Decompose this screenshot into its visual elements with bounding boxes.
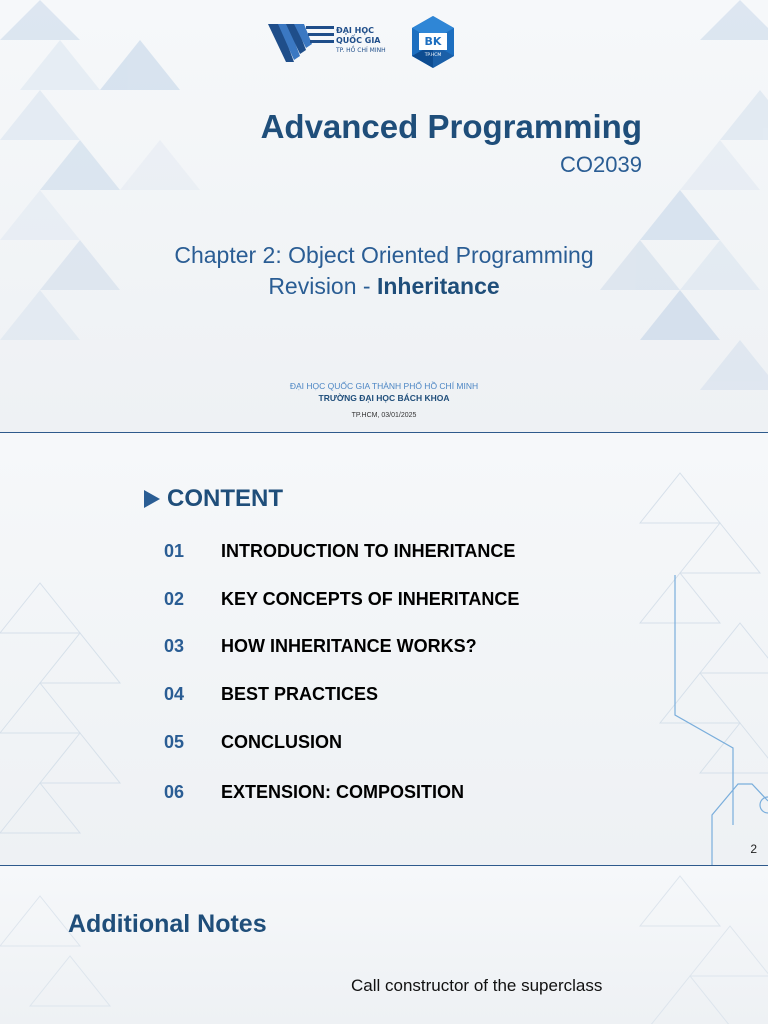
toc-item-02 (164, 589, 519, 610)
toc-item-01 (164, 541, 515, 562)
toc-label: HOW INHERITANCE WORKS? (221, 636, 477, 656)
toc-item-06 (164, 782, 464, 803)
content-heading (144, 485, 283, 513)
page-number: 2 (750, 842, 757, 856)
toc-number: 03 (164, 636, 185, 656)
vnu-line2: QUỐC GIA (336, 36, 381, 45)
note-text: Call constructor of the superclass (351, 976, 603, 995)
bk-logo-icon (408, 16, 458, 68)
toc-label: CONCLUSION (221, 732, 342, 752)
toc-item-03 (164, 636, 477, 657)
bk-logo-text: BK (424, 35, 442, 48)
vnu-logo-text (336, 26, 386, 56)
toc-number: 01 (164, 541, 185, 561)
toc-number: 02 (164, 589, 185, 609)
presentation-date: TP.HCM, 03/01/2025 (351, 412, 417, 419)
notes-heading: Additional Notes (68, 910, 267, 938)
course-code: CO2039 (560, 152, 642, 177)
content-slide (0, 433, 768, 866)
toc-number: 06 (164, 782, 185, 802)
chapter-line-1: Chapter 2: Object Oriented Programming (174, 242, 594, 268)
content-heading-text: CONTENT (167, 485, 283, 512)
toc-label: KEY CONCEPTS OF INHERITANCE (221, 589, 520, 609)
toc-number: 05 (164, 732, 185, 752)
toc-number: 04 (164, 684, 185, 704)
chapter-title (0, 240, 768, 302)
toc-item-04 (164, 684, 378, 705)
vnu-line1: ĐẠI HỌC (336, 26, 375, 35)
notes-slide (0, 866, 768, 1024)
chapter-line-2-prefix: Revision - (268, 273, 377, 299)
title-slide (0, 0, 768, 433)
chapter-topic: Inheritance (376, 273, 500, 299)
play-triangle-icon (144, 490, 160, 508)
toc-item-05 (164, 732, 342, 753)
institution-block (0, 380, 768, 422)
triangle-outline-background (0, 866, 768, 1024)
school-name: TRƯỜNG ĐẠI HỌC BÁCH KHOA (318, 393, 450, 403)
toc-label: INTRODUCTION TO INHERITANCE (221, 541, 516, 561)
vnu-line3: TP. HỒ CHÍ MINH (336, 47, 386, 54)
course-title: Advanced Programming (260, 108, 642, 145)
toc-label: BEST PRACTICES (221, 684, 379, 704)
bk-logo-subtext: TP.HCM (424, 53, 442, 58)
university-name: ĐẠI HỌC QUỐC GIA THÀNH PHỐ HỒ CHÍ MINH (289, 381, 479, 391)
toc-label: EXTENSION: COMPOSITION (221, 782, 465, 802)
chapter-line-2 (0, 271, 768, 302)
